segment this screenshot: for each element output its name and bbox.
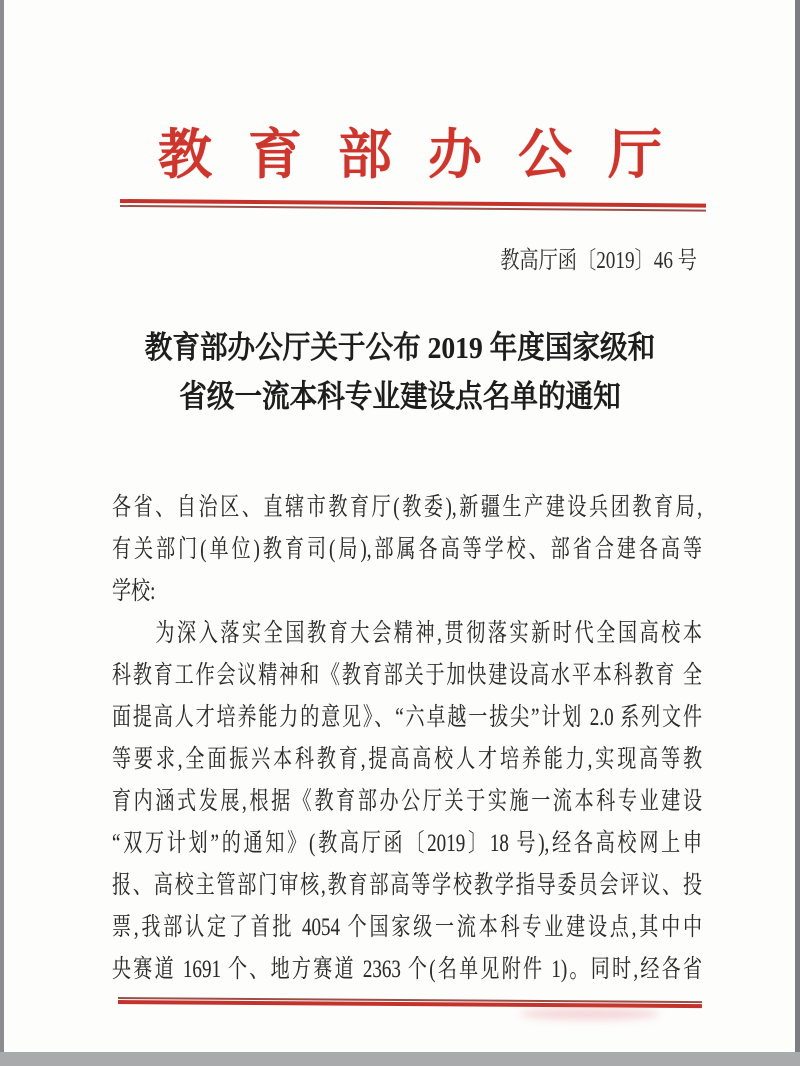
scan-ink-smudge [520,1008,660,1020]
agency-letterhead: 教育部办公厅 [158,125,698,185]
body-line: 央赛道 1691 个、地方赛道 2363 个(名单见附件 1)。同时,经各省 [112,956,703,983]
body-line: 为深入落实全国教育大会精神,贯彻落实新时代全国高校本 [112,620,703,647]
body-line: 报、高校主管部门审核,教育部高等学校教学指导委员会评议、投 [112,872,703,899]
body-line: 学校: [112,578,156,605]
scan-edge-left [0,0,4,1066]
document-title-line1: 教育部办公厅关于公布 2019 年度国家级和 [144,330,656,365]
scan-edge-right [795,0,800,1066]
page-footer-rule [118,997,702,1008]
body-line: 各省、自治区、直辖市教育厅(教委),新疆生产建设兵团教育局, [112,494,703,521]
body-line: 科教育工作会议精神和《教育部关于加快建设高水平本科教育 全 [112,662,703,689]
body-line: “双万计划”的通知》(教高厅函〔2019〕18 号),经各高校网上申 [112,830,703,857]
body-line: 等要求,全面振兴本科教育,提高高校人才培养能力,实现高等教 [112,746,703,773]
body-line: 有关部门(单位)教育司(局),部属各高等学校、部省合建各高等 [112,536,703,563]
body-line: 面提高人才培养能力的意见》、“六卓越一拔尖”计划 2.0 系列文件 [112,704,703,731]
body-line: 育内涵式发展,根据《教育部办公厅关于实施一流本科专业建设 [112,788,703,815]
doc-number: 教高厅函〔2019〕46 号 [500,248,697,274]
document-title-line2: 省级一流本科专业建设点名单的通知 [179,379,621,414]
body-line: 票,我部认定了首批 4054 个国家级一流本科专业建设点,其中中 [112,914,703,941]
scan-edge-bottom [0,1052,800,1066]
document-body [112,487,702,991]
letterhead-rule [120,199,706,212]
